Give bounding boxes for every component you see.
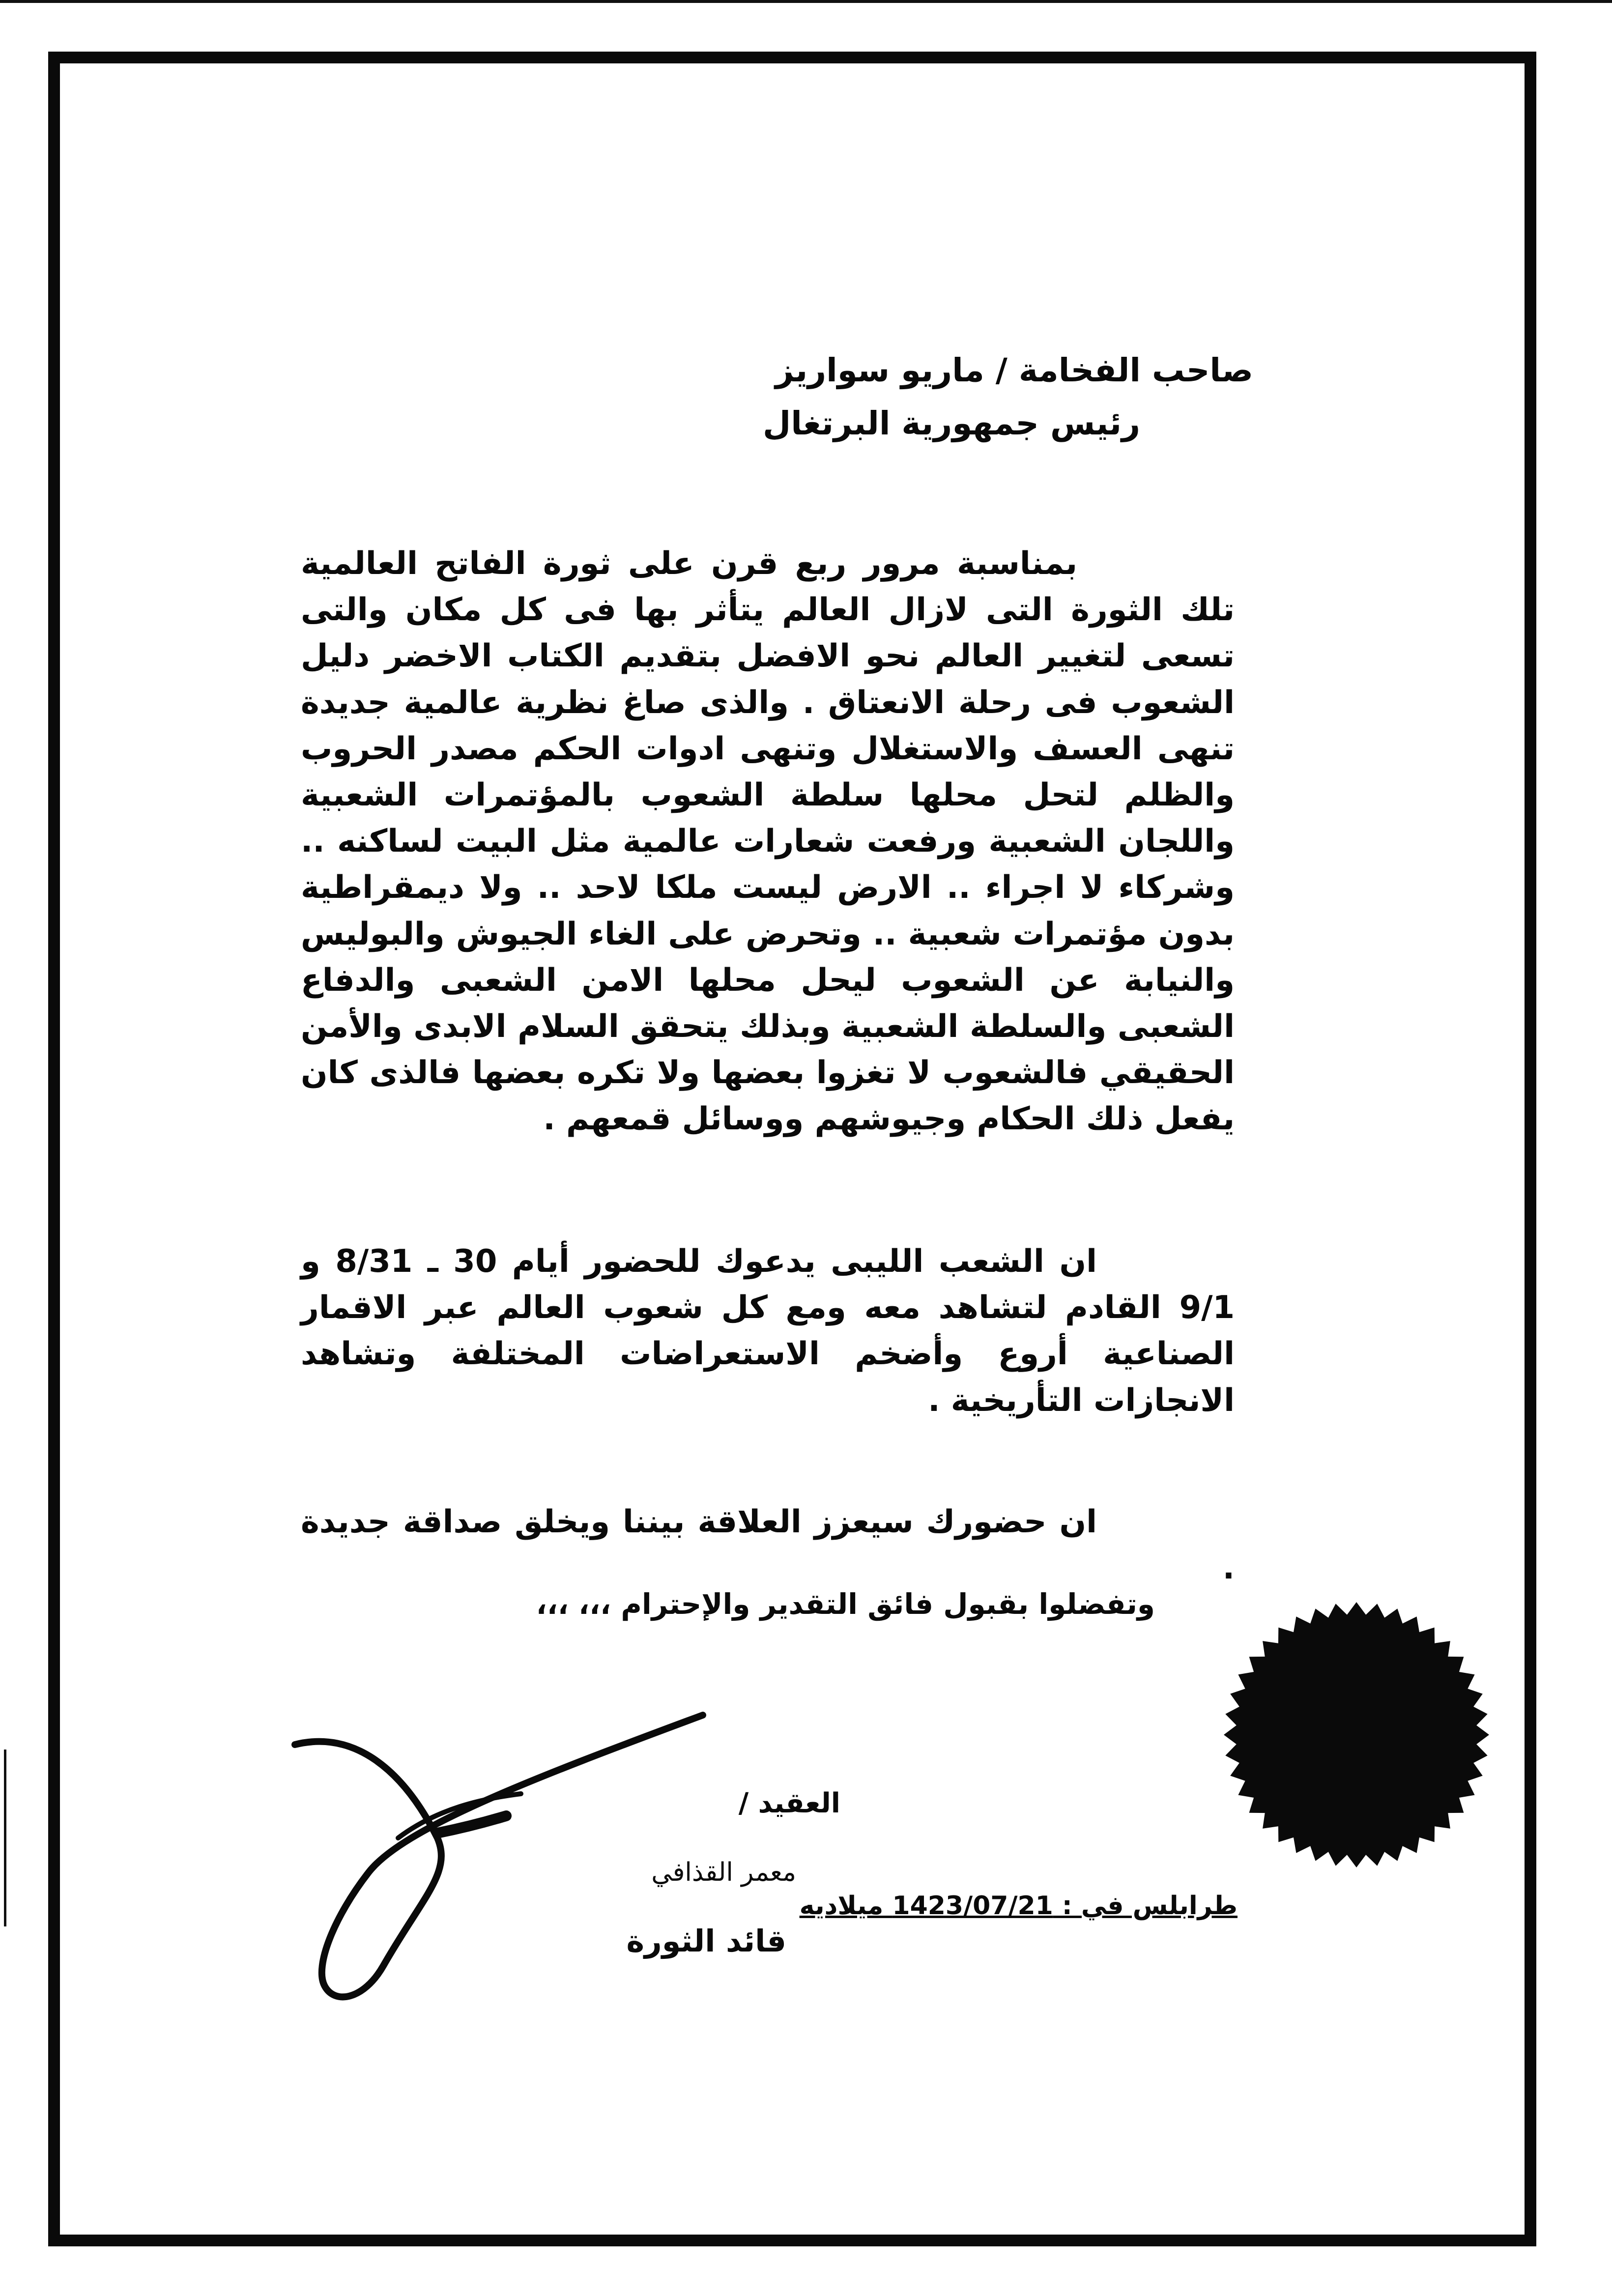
- letter-paragraph-2: ان الشعب الليبى يدعوك للحضور أيام 30 ـ 8/31 و 9/1 القادم لتشاهد معه ومع كل شعوب العالم عبر الاقمار الصناعية أروع وأضخم الاستعراضات المختلفة وتشاهد الانجازات التأريخية .: [301, 1243, 1235, 1419]
- redacted-seal-icon: [1219, 1597, 1494, 1872]
- scan-mark-left: [4, 1750, 6, 1926]
- addressee-title: رئيس جمهورية البرتغال: [762, 404, 1140, 442]
- signer-rank: العقيد /: [738, 1787, 840, 1819]
- letter-paragraph-3: ان حضورك سيعزز العلاقة بيننا ويخلق صداقة جديدة .: [301, 1504, 1235, 1587]
- place-and-date: طرابلس في : 1423/07/21 ميلاديه: [799, 1891, 1238, 1921]
- scan-mark-top: [0, 0, 1612, 3]
- addressee-block: [221, 344, 1253, 450]
- signer-title: قائد الثورة: [626, 1923, 786, 1959]
- addressee-line: صاحب الفخامة / ماريو سواريز: [775, 351, 1253, 389]
- handwritten-signature-icon: [275, 1710, 757, 2025]
- signer-name: معمر القذافي: [651, 1858, 796, 1887]
- closing-line: وتفضلوا بقبول فائق التقدير والإحترام ،،، ،،،: [536, 1587, 1155, 1621]
- letter-paragraph-1: بمناسبة مرور ربع قرن على ثورة الفاتح العالمية تلك الثورة التى لازال العالم يتأثر بها فى كل مكان والتى تسعى لتغيير العالم نحو الافضل بتقديم الكتاب الاخضر دليل الشعوب فى رحلة الانعتاق . والذى صاغ نظرية عالمية جديدة تنهى العسف والاستغلال وتنهى ادوات الحكم مصدر الحروب والظلم لتحل محلها سلطة الشعوب بالمؤتمرات الشعبية واللجان الشعبية ورفعت شعارات عالمية مثل البيت لساكنه .. وشركاء لا اجراء .. الارض ليست ملكا لاحد .. ولا ديمقراطية بدون مؤتمرات شعبية .. وتحرض على الغاء الجيوش والبوليس والنيابة عن الشعوب ليحل محلها الامن الشعبى والدفاع الشعبى والسلطة الشعبية وبذلك يتحقق السلام الابدى والأمن الحقيقي فالشعوب لا تغزوا بعضها ولا تكره بعضها فالذى كان يفعل ذلك الحكام وجيوشهم ووسائل قمعهم .: [301, 545, 1235, 1138]
